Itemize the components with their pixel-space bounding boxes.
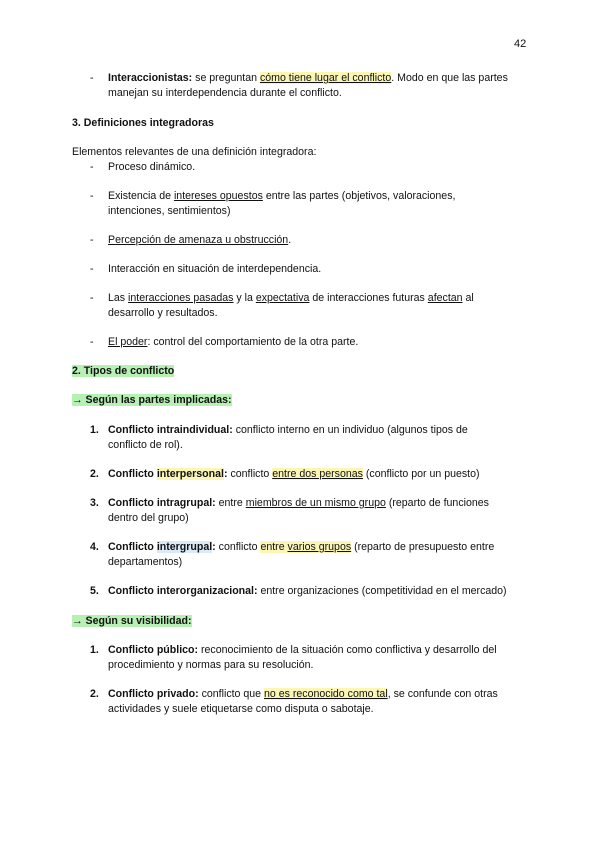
bullet-dash: - [90,336,94,348]
bullet-dash: - [90,161,94,173]
list-item [108,584,548,599]
underlined-text: expectativa [255,292,310,304]
section-heading: 2. Tipos de conflicto [72,365,175,377]
list-item [108,540,538,570]
underlined-text: El poder [108,336,148,348]
text: . [288,234,292,246]
text: y la [233,292,256,304]
text: actividades y suele etiquetarse como disputa o sabotaje. [108,703,374,715]
list-number: 4. [90,541,99,553]
text: Existencia de [108,190,174,202]
highlighted-text: entre dos personas [272,468,363,480]
bullet-dash: - [90,234,94,246]
text: dentro del grupo) [108,512,189,524]
list-item [108,423,538,453]
subsection-heading: → Según las partes implicadas: [72,394,232,406]
list-number: 1. [90,424,99,436]
underlined-text: intereses opuestos [173,190,263,202]
list-item [108,643,538,673]
bullet-dash: - [90,263,94,275]
text: conflicto [227,468,273,480]
bullet-dash: - [90,72,94,84]
text: conflicto interno en un individuo (algunos tipos de [232,424,468,436]
text: manejan su interdependencia durante el conflicto. [108,87,342,99]
text: entre organizaciones (competitividad en el mercado) [257,585,507,597]
term-highlight: interpersonal [156,468,224,480]
list-number: 2. [90,468,99,480]
list-number: 3. [90,497,99,509]
text: : control del comportamiento de la otra parte. [147,336,359,348]
bullet-item: Interacción en situación de interdependencia. [108,263,322,275]
page-number: 42 [514,38,527,50]
text: (conflicto por un puesto) [362,468,480,480]
text: entre [215,497,246,509]
text: intenciones, sentimientos) [108,205,231,217]
text: (reparto de presupuesto entre [351,541,495,553]
underlined-text: Percepción de amenaza u obstrucción [108,234,289,246]
highlighted-text: cómo tiene lugar el conflicto [259,72,392,84]
bullet-interaccionistas [108,71,538,101]
highlighted-text: varios grupos [287,541,352,553]
text: Las [108,292,129,304]
text: conflicto que [198,688,265,700]
bullet-item [108,233,538,248]
text: (reparto de funciones [385,497,489,509]
term-highlight: intergrupal [156,541,213,553]
list-number: 2. [90,688,99,700]
term: Conflicto público: [108,644,199,656]
list-number: 1. [90,644,99,656]
term: Conflicto privado: [108,688,199,700]
term: Interaccionistas: [108,72,193,84]
bullet-dash: - [90,292,94,304]
bullet-item [108,189,538,219]
text: conflicto de rol). [108,439,183,451]
text: se preguntan [192,72,260,84]
text: departamentos) [108,556,183,568]
text: de interacciones futuras [309,292,428,304]
text: entre las partes (objetivos, valoraciones, [262,190,456,202]
term-text: Conflicto [108,468,157,480]
underlined-text: interacciones pasadas [128,292,234,304]
text: . Modo en que las partes [391,72,508,84]
term [108,541,216,553]
intro-text: Elementos relevantes de una definición integradora: [72,146,317,158]
text: reconocimiento de la situación como conflictiva y desarrollo del [198,644,497,656]
text: procedimiento y normas para su resolución. [108,659,314,671]
text: conflicto [215,541,261,553]
list-number: 5. [90,585,99,597]
list-item [108,687,538,717]
highlighted-text: entre [260,541,288,553]
term [108,468,228,480]
underlined-text: miembros de un mismo grupo [245,497,386,509]
list-item [108,496,538,526]
term-text: Conflicto [108,541,157,553]
term-text: : [223,468,228,480]
underlined-text: afectan [427,292,463,304]
list-item [108,467,538,482]
term-text: : [212,541,216,553]
bullet-item [108,291,538,321]
section-heading: 3. Definiciones integradoras [72,117,214,129]
term: Conflicto interorganizacional: [108,585,258,597]
text: , se confunde con otras [387,688,498,700]
bullet-dash: - [90,190,94,202]
term: Conflicto intraindividual: [108,424,233,436]
bullet-item: Proceso dinámico. [108,161,196,173]
text: al [462,292,474,304]
term: Conflicto intragrupal: [108,497,216,509]
text: desarrollo y resultados. [108,307,218,319]
bullet-item [108,335,538,350]
highlighted-text: no es reconocido como tal [264,688,388,700]
subsection-heading: → Según su visibilidad: [72,615,192,627]
